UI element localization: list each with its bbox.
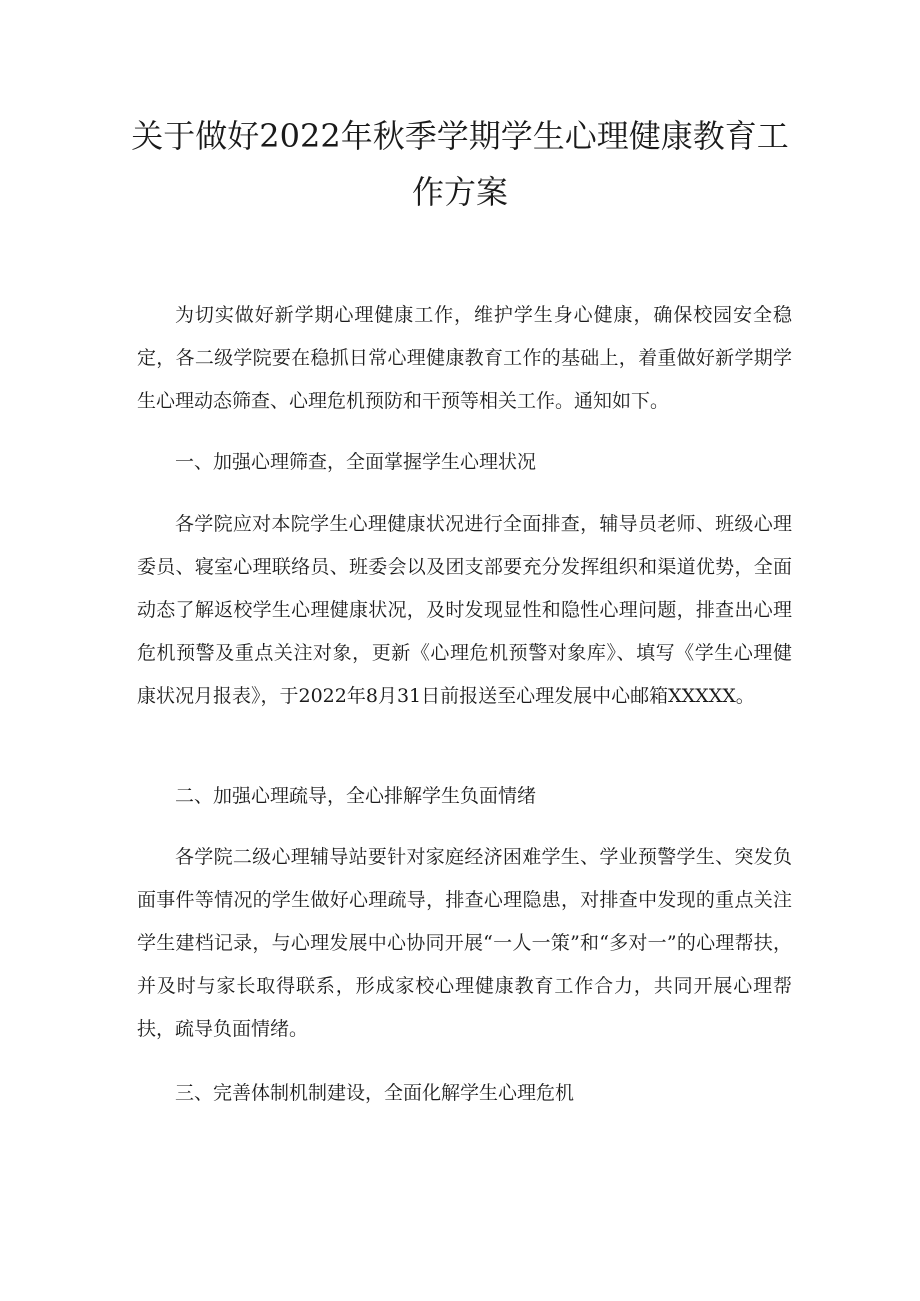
section-1-body: 各学院应对本院学生心理健康状况进行全面排查，辅导员老师、班级心理委员、寝室心理联络员、班委会以及团支部要充分发挥组织和渠道优势，全面动态了解返校学生心理健康状况，及时发现显性和隐性心理问题，排查出心理危机预警及重点关注对象，更新《心理危机预警对象库》、填写《学生心理健康状况月报表》，于2022年8月31日前报送至心理发展中心邮箱XXXXX。 bbox=[137, 513, 792, 707]
document-title: 关于做好2022年秋季学期学生心理健康教育工作方案 bbox=[131, 117, 789, 211]
section-3-heading: 三、完善体制机制建设，全面化解学生心理危机 bbox=[175, 1082, 575, 1104]
section-1-heading: 一、加强心理筛查，全面掌握学生心理状况 bbox=[175, 451, 537, 473]
section-2-heading: 二、加强心理疏导，全心排解学生负面情绪 bbox=[175, 785, 537, 807]
intro-paragraph: 为切实做好新学期心理健康工作，维护学生身心健康，确保校园安全稳定，各二级学院要在稳抓日常心理健康教育工作的基础上，着重做好新学期学生心理动态筛查、心理危机预防和干预等相关工作。通知如下。 bbox=[137, 304, 792, 412]
section-2-body: 各学院二级心理辅导站要针对家庭经济困难学生、学业预警学生、突发负面事件等情况的学生做好心理疏导，排查心理隐患，对排查中发现的重点关注学生建档记录，与心理发展中心协同开展“一人一策”和“多对一”的心理帮扶，并及时与家长取得联系，形成家校心理健康教育工作合力，共同开展心理帮扶，疏导负面情绪。 bbox=[137, 846, 792, 1040]
